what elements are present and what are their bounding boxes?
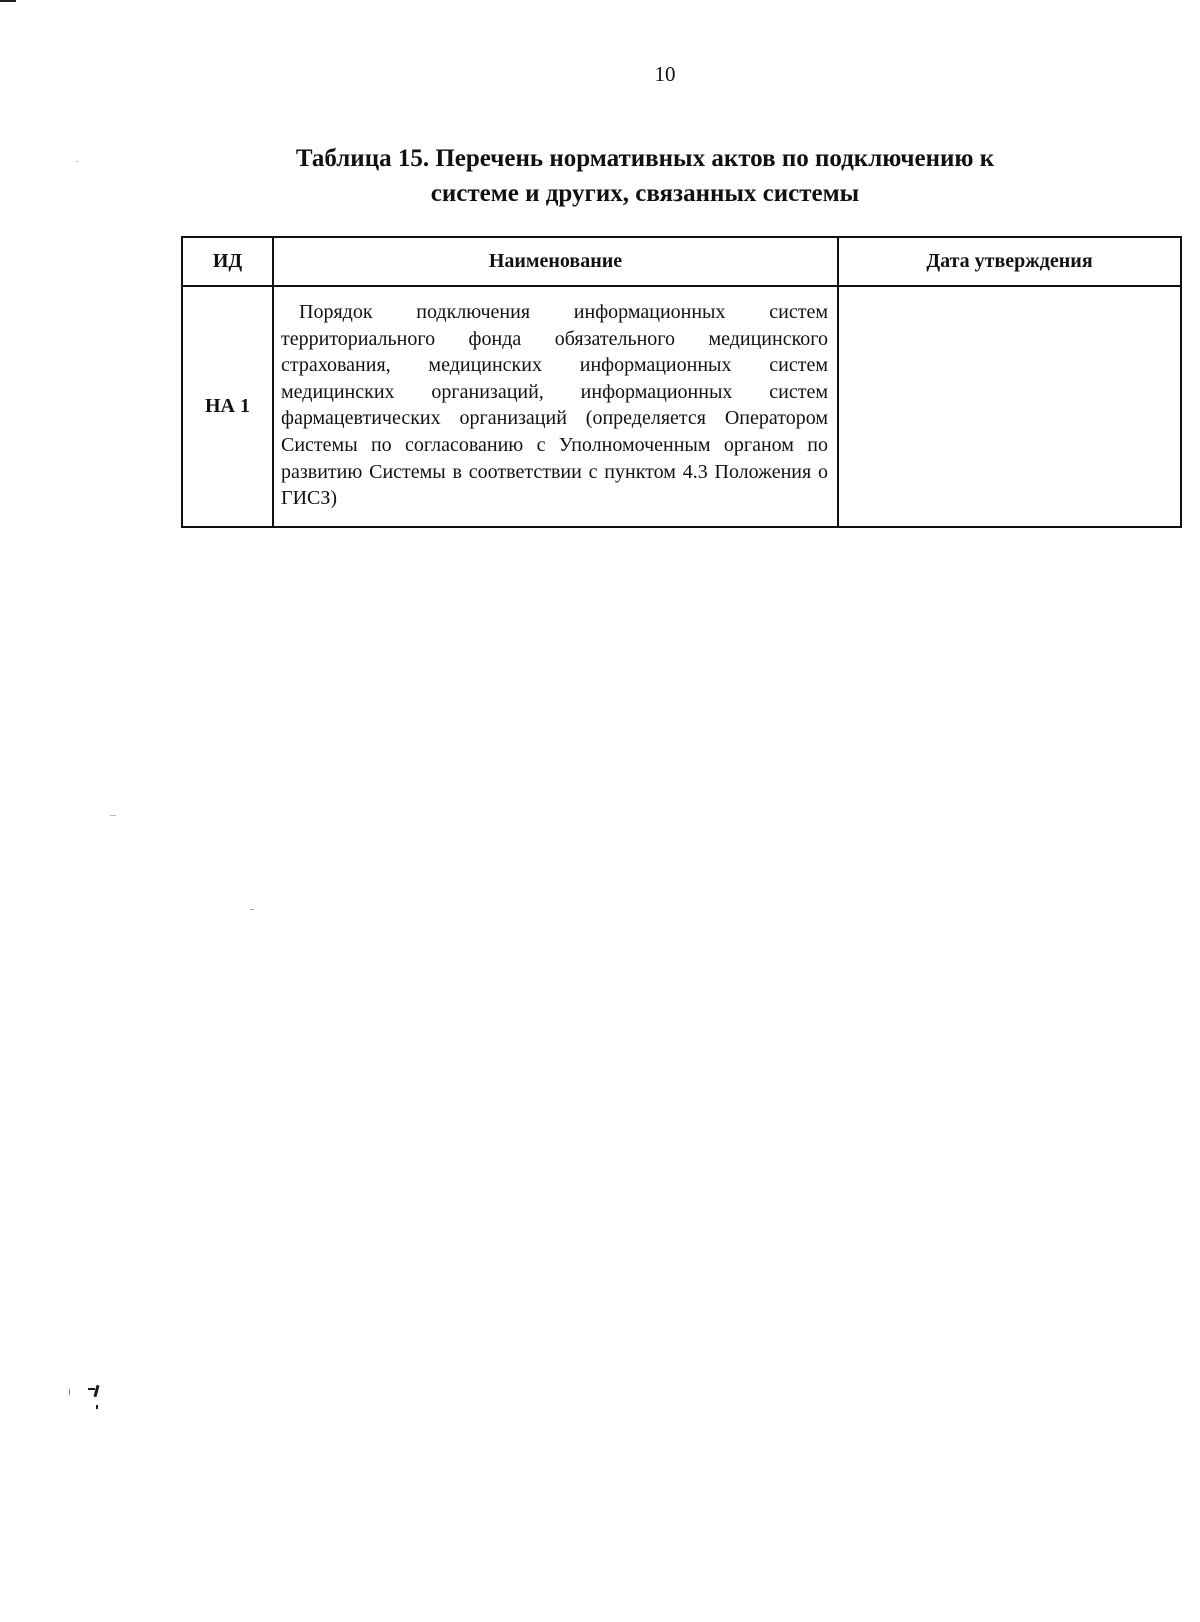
scan-edge-mark — [0, 0, 16, 2]
table-title-line-2: системе и других, связанных системы — [430, 180, 860, 207]
scan-speck — [96, 1405, 98, 1409]
normative-acts-table — [181, 236, 1182, 528]
row-name: Порядок подключения информационных систем территориального фонда обязательного медицинского страхования, медицинских информационных систем медицинских организаций, информационных систем фармацевтических организаций (определяется Оператором Системы по согласованию с Уполномоченным органом по развитию Системы в соответствии с пунктом 4.3 Положения о ГИСЗ) — [281, 301, 828, 510]
page-number: 10 — [654, 62, 676, 86]
scan-speck — [250, 909, 254, 910]
header-name: Наименование — [273, 237, 838, 286]
scan-speck — [76, 161, 79, 162]
scan-speck — [88, 1388, 95, 1390]
row-name-cell — [273, 286, 838, 527]
table-title-line-1: Таблица 15. Перечень нормативных актов по подключению к — [295, 145, 995, 172]
row-id: НА 1 — [182, 286, 273, 527]
header-id: ИД — [182, 237, 273, 286]
table-header-row — [182, 237, 1181, 286]
scan-speck — [69, 1389, 70, 1395]
table-row — [182, 286, 1181, 527]
row-approval-date — [838, 286, 1181, 527]
scan-speck — [93, 1385, 99, 1397]
scan-speck — [110, 815, 116, 816]
table-title — [240, 141, 1050, 211]
header-approval-date: Дата утверждения — [838, 237, 1181, 286]
